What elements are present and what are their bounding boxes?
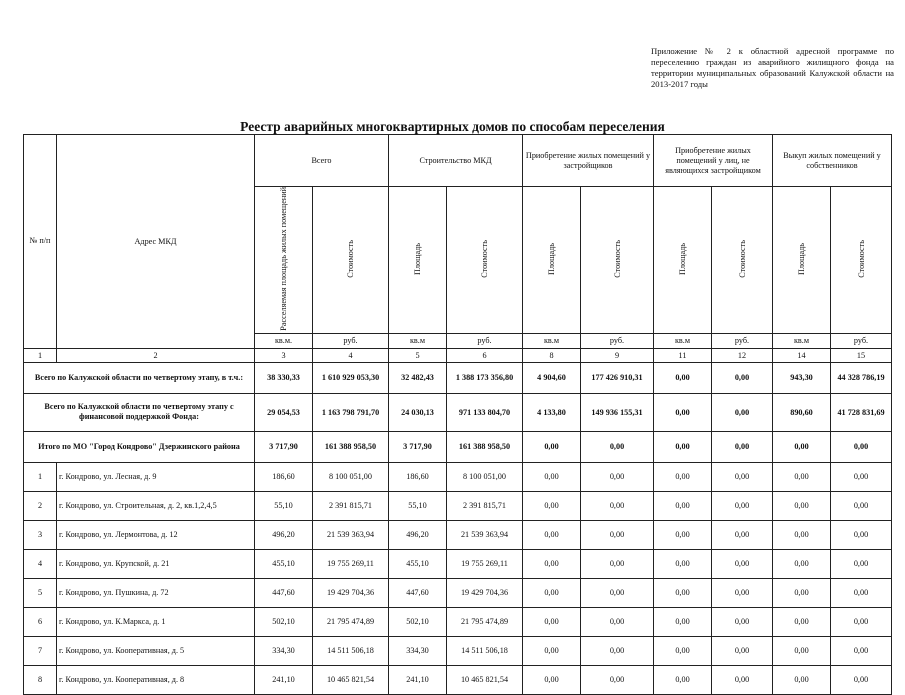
row-value: 0,00 (773, 636, 831, 665)
row-value: 0,00 (523, 636, 581, 665)
row-address: г. Кондрово, ул. Крупской, д. 21 (57, 549, 255, 578)
row-value: 0,00 (773, 607, 831, 636)
unit-cell: кв.м (523, 333, 581, 348)
summary-value: 161 388 958,50 (447, 431, 523, 462)
col-number: 11 (654, 348, 712, 362)
row-value: 21 539 363,94 (447, 520, 523, 549)
col-number: 5 (389, 348, 447, 362)
row-value: 0,00 (773, 578, 831, 607)
row-value: 0,00 (831, 636, 892, 665)
row-value: 0,00 (773, 549, 831, 578)
row-value: 0,00 (581, 549, 654, 578)
row-value: 19 429 704,36 (447, 578, 523, 607)
table-row (24, 607, 892, 636)
row-value: 0,00 (831, 549, 892, 578)
summary-label: Всего по Калужской области по четвертому этапу, в т.ч.: (24, 362, 255, 393)
row-number: 8 (24, 665, 57, 694)
unit-cell: руб. (313, 333, 389, 348)
row-value: 455,10 (255, 549, 313, 578)
row-value: 334,30 (255, 636, 313, 665)
summary-value: 0,00 (773, 431, 831, 462)
table-row (24, 462, 892, 491)
sub-cost: Стоимость (737, 239, 747, 278)
row-value: 0,00 (581, 636, 654, 665)
row-value: 0,00 (712, 636, 773, 665)
row-number: 5 (24, 578, 57, 607)
row-number: 4 (24, 549, 57, 578)
summary-value: 943,30 (773, 362, 831, 393)
appendix-note: Приложение № 2 к областной адресной программе по переселению граждан из аварийного жилищного фонда на территории муниципальных образований Калужской области на 2013-2017 годы (651, 46, 894, 89)
row-number: 7 (24, 636, 57, 665)
row-value: 0,00 (831, 491, 892, 520)
summary-value: 1 610 929 053,30 (313, 362, 389, 393)
summary-value: 0,00 (712, 362, 773, 393)
col-number: 9 (581, 348, 654, 362)
row-value: 55,10 (255, 491, 313, 520)
row-value: 0,00 (654, 549, 712, 578)
row-value: 0,00 (831, 578, 892, 607)
row-value: 0,00 (523, 462, 581, 491)
summary-value: 177 426 910,31 (581, 362, 654, 393)
row-value: 0,00 (581, 462, 654, 491)
row-value: 0,00 (523, 607, 581, 636)
unit-cell: кв.м (389, 333, 447, 348)
group-buyout-header: Выкуп жилых помещений у собственников (773, 135, 892, 187)
row-number: 6 (24, 607, 57, 636)
row-address: г. Кондрово, ул. К.Маркса, д. 1 (57, 607, 255, 636)
row-value: 241,10 (255, 665, 313, 694)
table-row (24, 549, 892, 578)
row-value: 0,00 (654, 520, 712, 549)
row-value: 0,00 (523, 665, 581, 694)
row-value: 10 465 821,54 (313, 665, 389, 694)
summary-value: 161 388 958,50 (313, 431, 389, 462)
header-row-colnums (24, 348, 892, 362)
summary-value: 0,00 (581, 431, 654, 462)
row-value: 0,00 (773, 462, 831, 491)
row-value: 502,10 (389, 607, 447, 636)
group-non-developers-header: Приобретение жилых помещений у лиц, не являющихся застройщиком (654, 135, 773, 187)
table-row (24, 520, 892, 549)
row-value: 0,00 (831, 607, 892, 636)
sub-area: Площадь (678, 242, 687, 275)
row-value: 0,00 (773, 665, 831, 694)
row-number: 1 (24, 462, 57, 491)
unit-cell: руб. (581, 333, 654, 348)
row-value: 0,00 (581, 607, 654, 636)
table-row (24, 665, 892, 694)
row-value: 19 755 269,11 (447, 549, 523, 578)
summary-value: 3 717,90 (255, 431, 313, 462)
col-number: 3 (255, 348, 313, 362)
summary-value: 44 328 786,19 (831, 362, 892, 393)
row-value: 0,00 (654, 607, 712, 636)
row-value: 0,00 (712, 665, 773, 694)
row-value: 0,00 (712, 607, 773, 636)
row-value: 0,00 (654, 462, 712, 491)
unit-cell: кв.м (773, 333, 831, 348)
summary-value: 38 330,33 (255, 362, 313, 393)
row-value: 0,00 (712, 491, 773, 520)
row-value: 8 100 051,00 (313, 462, 389, 491)
sub-cost: Стоимость (612, 239, 622, 278)
summary-label: Всего по Калужской области по четвертому этапу с финансовой поддержкой Фонда: (24, 393, 255, 431)
row-value: 0,00 (712, 578, 773, 607)
row-value: 447,60 (389, 578, 447, 607)
sub-area: Площадь (797, 242, 806, 275)
row-address: г. Кондрово, ул. Пушкина, д. 72 (57, 578, 255, 607)
summary-value: 0,00 (831, 431, 892, 462)
summary-label: Итого по МО "Город Кондрово" Дзержинского района (24, 431, 255, 462)
col-number: 6 (447, 348, 523, 362)
sub-area: Площадь (547, 242, 556, 275)
col-num-header: № п/п (24, 135, 57, 349)
sub-cost: Стоимость (856, 239, 866, 278)
row-value: 496,20 (389, 520, 447, 549)
summary-row (24, 362, 892, 393)
table-row (24, 491, 892, 520)
sub-cost: Стоимость (480, 239, 489, 278)
row-value: 14 511 506,18 (447, 636, 523, 665)
summary-value: 32 482,43 (389, 362, 447, 393)
row-value: 0,00 (773, 491, 831, 520)
table-row (24, 578, 892, 607)
summary-value: 890,60 (773, 393, 831, 431)
col-number: 4 (313, 348, 389, 362)
row-address: г. Кондрово, ул. Кооперативная, д. 8 (57, 665, 255, 694)
summary-value: 0,00 (654, 431, 712, 462)
row-value: 21 539 363,94 (313, 520, 389, 549)
group-construction-header: Строительство МКД (389, 135, 523, 187)
row-value: 0,00 (523, 520, 581, 549)
unit-cell: кв.м. (255, 333, 313, 348)
unit-cell: руб. (831, 333, 892, 348)
col-number: 8 (523, 348, 581, 362)
row-value: 0,00 (654, 491, 712, 520)
row-value: 0,00 (712, 462, 773, 491)
row-value: 10 465 821,54 (447, 665, 523, 694)
row-number: 3 (24, 520, 57, 549)
col-number: 15 (831, 348, 892, 362)
summary-value: 29 054,53 (255, 393, 313, 431)
col-address-header: Адрес МКД (57, 135, 255, 349)
col-number: 12 (712, 348, 773, 362)
row-address: г. Кондрово, ул. Строительная, д. 2, кв.1,2,4,5 (57, 491, 255, 520)
row-address: г. Кондрово, ул. Лермонтова, д. 12 (57, 520, 255, 549)
summary-value: 0,00 (523, 431, 581, 462)
unit-cell: руб. (712, 333, 773, 348)
row-address: г. Кондрово, ул. Лесная, д. 9 (57, 462, 255, 491)
row-value: 0,00 (581, 520, 654, 549)
table-row (24, 636, 892, 665)
row-value: 2 391 815,71 (447, 491, 523, 520)
summary-value: 0,00 (654, 393, 712, 431)
row-value: 0,00 (712, 549, 773, 578)
row-value: 0,00 (654, 578, 712, 607)
row-value: 0,00 (831, 665, 892, 694)
summary-value: 4 133,80 (523, 393, 581, 431)
sub-resettled-area: Расселяемая площадь жилых помещений (279, 187, 288, 331)
summary-value: 149 936 155,31 (581, 393, 654, 431)
row-value: 241,10 (389, 665, 447, 694)
row-value: 502,10 (255, 607, 313, 636)
row-address: г. Кондрово, ул. Кооперативная, д. 5 (57, 636, 255, 665)
row-value: 21 795 474,89 (313, 607, 389, 636)
row-number: 2 (24, 491, 57, 520)
unit-cell: руб. (447, 333, 523, 348)
summary-row (24, 431, 892, 462)
row-value: 334,30 (389, 636, 447, 665)
summary-row (24, 393, 892, 431)
row-value: 8 100 051,00 (447, 462, 523, 491)
row-value: 0,00 (523, 578, 581, 607)
summary-value: 3 717,90 (389, 431, 447, 462)
header-row-groups (24, 135, 892, 187)
row-value: 0,00 (581, 665, 654, 694)
row-value: 0,00 (712, 520, 773, 549)
row-value: 186,60 (389, 462, 447, 491)
col-number: 2 (57, 348, 255, 362)
summary-value: 0,00 (654, 362, 712, 393)
row-value: 55,10 (389, 491, 447, 520)
row-value: 0,00 (654, 665, 712, 694)
row-value: 496,20 (255, 520, 313, 549)
summary-value: 0,00 (712, 431, 773, 462)
summary-value: 971 133 804,70 (447, 393, 523, 431)
summary-value: 1 388 173 356,80 (447, 362, 523, 393)
registry-table (23, 134, 892, 695)
row-value: 14 511 506,18 (313, 636, 389, 665)
col-number: 1 (24, 348, 57, 362)
row-value: 19 429 704,36 (313, 578, 389, 607)
row-value: 0,00 (654, 636, 712, 665)
sub-cost: Стоимость (346, 239, 355, 278)
group-developers-header: Приобретение жилых помещений у застройщиков (523, 135, 654, 187)
summary-value: 1 163 798 791,70 (313, 393, 389, 431)
row-value: 19 755 269,11 (313, 549, 389, 578)
page-title: Реестр аварийных многоквартирных домов по способам переселения (240, 119, 665, 134)
row-value: 2 391 815,71 (313, 491, 389, 520)
row-value: 21 795 474,89 (447, 607, 523, 636)
row-value: 0,00 (581, 491, 654, 520)
row-value: 186,60 (255, 462, 313, 491)
summary-value: 4 904,60 (523, 362, 581, 393)
col-number: 14 (773, 348, 831, 362)
row-value: 447,60 (255, 578, 313, 607)
row-value: 0,00 (523, 549, 581, 578)
row-value: 455,10 (389, 549, 447, 578)
summary-value: 0,00 (712, 393, 773, 431)
row-value: 0,00 (831, 462, 892, 491)
summary-value: 24 030,13 (389, 393, 447, 431)
summary-value: 41 728 831,69 (831, 393, 892, 431)
row-value: 0,00 (581, 578, 654, 607)
row-value: 0,00 (523, 491, 581, 520)
row-value: 0,00 (831, 520, 892, 549)
group-total-header: Всего (255, 135, 389, 187)
row-value: 0,00 (773, 520, 831, 549)
unit-cell: кв.м (654, 333, 712, 348)
sub-area: Площадь (413, 242, 422, 275)
